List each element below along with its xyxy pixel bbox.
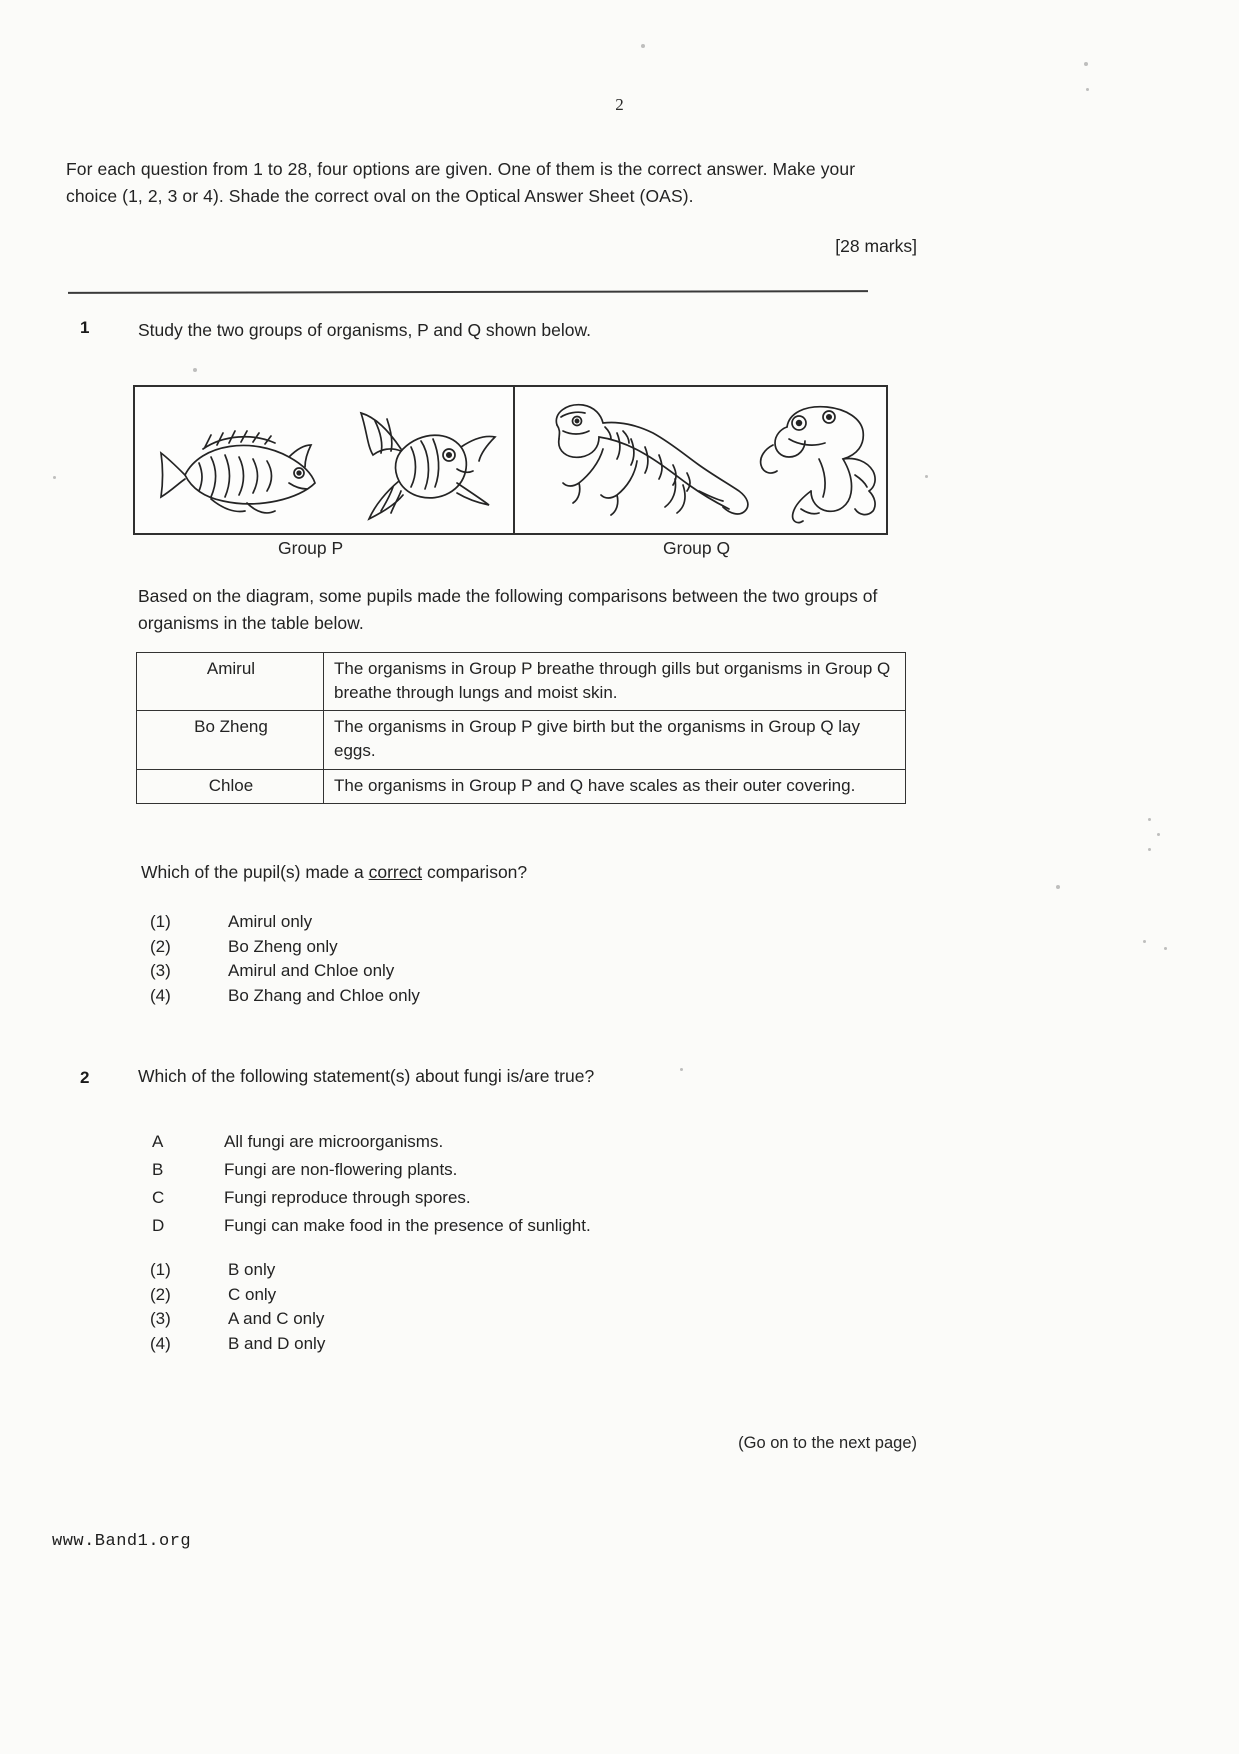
scan-speck [641, 44, 645, 48]
option-text: Amirul and Chloe only [228, 961, 395, 981]
scan-speck [1143, 940, 1146, 943]
option-text: Bo Zhang and Chloe only [228, 985, 420, 1005]
horizontal-rule [68, 290, 868, 294]
organism-groups-figure [133, 385, 888, 535]
scan-speck [1084, 62, 1088, 66]
option-row[interactable] [150, 984, 420, 1009]
statement-text: Fungi can make food in the presence of sunlight. [224, 1216, 591, 1236]
option-text: B and D only [228, 1333, 326, 1353]
question-1-number: 1 [80, 318, 90, 337]
lizard-drawing [533, 387, 763, 533]
scan-speck [1148, 818, 1151, 821]
prompt-before: Which of the pupil(s) made a [141, 862, 369, 882]
option-text: B only [228, 1260, 276, 1279]
option-row[interactable] [150, 959, 420, 984]
site-footer: www.Band1.org [52, 1532, 192, 1551]
pupil-name: Chloe [137, 769, 324, 803]
question-2-options [150, 1258, 325, 1357]
prompt-after: comparison? [422, 862, 528, 882]
statement-text: Fungi are non-flowering plants. [224, 1160, 458, 1180]
statement-text: Fungi reproduce through spores. [224, 1188, 471, 1208]
question-2-number: 2 [80, 1068, 90, 1087]
statement-key: C [152, 1188, 165, 1208]
statement-row [152, 1156, 591, 1184]
option-key: (2) [150, 936, 171, 956]
pupil-statement: The organisms in Group P and Q have scales as their outer covering. [324, 769, 906, 803]
question-1-prompt [141, 862, 527, 883]
option-text: Amirul only [228, 912, 313, 931]
option-row[interactable] [150, 935, 420, 960]
total-marks: [28 marks] [835, 236, 917, 256]
scan-speck [925, 475, 928, 478]
option-text: Bo Zheng only [228, 936, 338, 956]
scan-speck [1164, 947, 1167, 950]
scan-speck [1056, 885, 1060, 889]
option-text: C only [228, 1284, 277, 1304]
option-key: (4) [150, 1333, 171, 1353]
question-1-options [150, 910, 420, 1009]
option-row[interactable] [150, 1258, 325, 1283]
statement-row [152, 1212, 591, 1240]
scan-speck [193, 368, 197, 372]
question-2-statements [152, 1128, 591, 1240]
option-row[interactable] [150, 1332, 325, 1357]
scan-speck [53, 476, 56, 479]
frog-drawing [743, 387, 888, 533]
table-row [137, 769, 906, 803]
page-number: 2 [615, 95, 624, 114]
question-2-stem: Which of the following statement(s) about fungi is/are true? [138, 1066, 595, 1086]
option-key: (3) [150, 1309, 171, 1329]
statement-key: B [152, 1160, 164, 1180]
question-1-stem: Study the two groups of organisms, P and Q shown below. [138, 320, 591, 340]
fish-goldfish-drawing [345, 387, 510, 533]
scan-speck [1157, 833, 1160, 836]
scan-speck [1086, 88, 1089, 91]
option-key: (1) [150, 912, 171, 931]
option-row[interactable] [150, 910, 420, 935]
option-text: A and C only [228, 1309, 325, 1329]
statement-text: All fungi are microorganisms. [224, 1132, 444, 1151]
group-p-label: Group P [278, 538, 344, 558]
scan-speck [1148, 848, 1151, 851]
statement-row [152, 1184, 591, 1212]
option-key: (1) [150, 1260, 171, 1279]
statement-key: A [152, 1132, 164, 1151]
table-row [137, 711, 906, 769]
instructions-paragraph: For each question from 1 to 28, four options are given. One of them is the correct answer. Make your choice (1, 2, 3 or 4). Shade the correct oval on the Optical Answer Sheet (OAS). [66, 159, 856, 207]
prompt-underlined: correct [368, 862, 423, 882]
option-key: (3) [150, 961, 171, 981]
comparison-table-intro: Based on the diagram, some pupils made the following comparisons between the two groups of organisms in the table below. [138, 586, 878, 634]
pupil-name: Bo Zheng [137, 711, 324, 769]
pupil-statement: The organisms in Group P breathe through gills but organisms in Group Q breathe through lungs and moist skin. [324, 653, 906, 711]
option-row[interactable] [150, 1283, 325, 1308]
option-key: (4) [150, 985, 171, 1005]
group-q-label: Group Q [663, 538, 731, 558]
go-on-next-page-note: (Go on to the next page) [738, 1434, 917, 1452]
pupil-statement: The organisms in Group P give birth but the organisms in Group Q lay eggs. [324, 711, 906, 769]
table-row [137, 653, 906, 711]
statement-row [152, 1128, 591, 1156]
pupil-name: Amirul [137, 653, 324, 711]
comparison-table [136, 652, 906, 804]
figure-divider [513, 387, 515, 533]
fish-perch-drawing [149, 387, 329, 533]
statement-key: D [152, 1216, 165, 1236]
option-key: (2) [150, 1284, 171, 1304]
option-row[interactable] [150, 1307, 325, 1332]
